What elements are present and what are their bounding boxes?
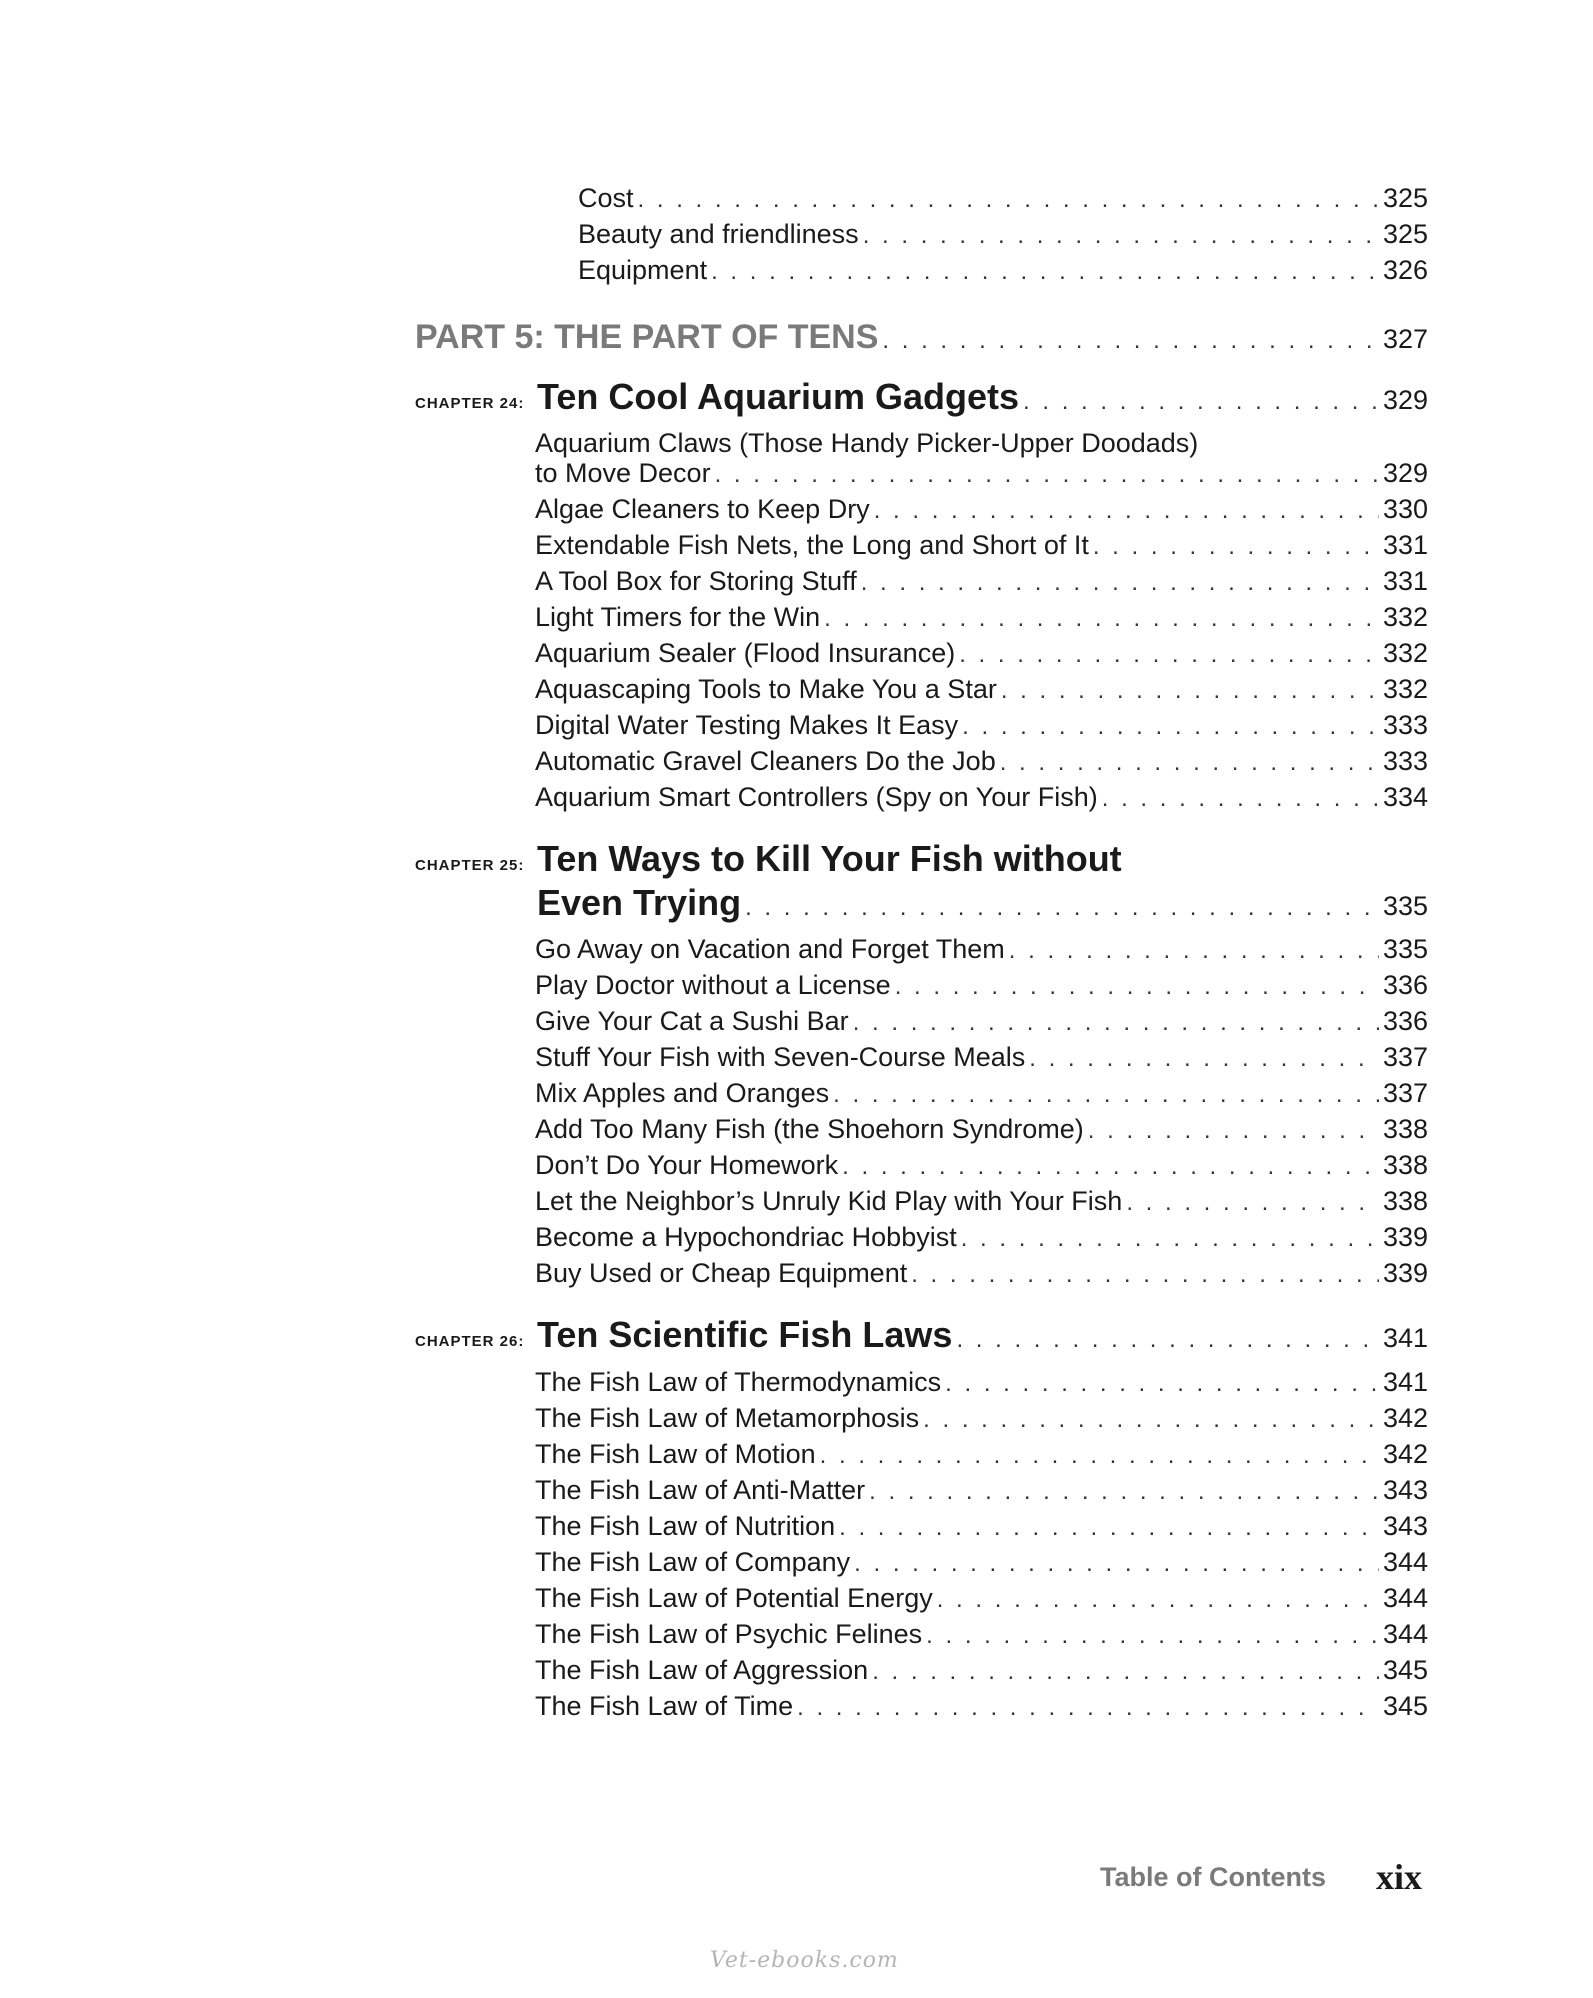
chapter-title-line1[interactable]: Ten Ways to Kill Your Fish without (537, 838, 1122, 879)
chapter-page: 335 (1382, 891, 1428, 921)
entry-page: 345 (1382, 1655, 1428, 1685)
toc-entry[interactable] (535, 1616, 1428, 1654)
entry-page: 335 (1382, 934, 1428, 964)
chapter-page: 341 (1382, 1323, 1428, 1353)
entry-label: The Fish Law of Psychic Felines (535, 1619, 923, 1649)
toc-entry[interactable] (535, 707, 1428, 745)
toc-entry[interactable] (535, 599, 1428, 637)
entry-label: Go Away on Vacation and Forget Them (535, 934, 1005, 964)
leader-dots (926, 1618, 1379, 1654)
toc-entry[interactable] (535, 967, 1428, 1005)
toc-entry[interactable] (535, 1003, 1428, 1041)
toc-entry[interactable] (535, 1255, 1428, 1293)
running-footer-label: Table of Contents (1100, 1862, 1326, 1892)
entry-page: 339 (1382, 1258, 1428, 1288)
entry-label: Mix Apples and Oranges (535, 1078, 830, 1108)
entry-page: 343 (1382, 1475, 1428, 1505)
leader-dots (1000, 745, 1379, 781)
toc-entry[interactable] (535, 635, 1428, 673)
entry-label: Stuff Your Fish with Seven-Course Meals (535, 1042, 1026, 1072)
leader-dots (797, 1690, 1379, 1726)
chapter-heading[interactable] (537, 376, 1428, 418)
entry-label: The Fish Law of Nutrition (535, 1511, 836, 1541)
entry-label: Digital Water Testing Makes It Easy (535, 710, 959, 740)
entry-page: 332 (1382, 602, 1428, 632)
entry-label: Light Timers for the Win (535, 602, 821, 632)
toc-entry[interactable] (535, 1219, 1428, 1257)
toc-entry[interactable] (535, 455, 1428, 493)
leader-dots (1023, 388, 1379, 416)
leader-dots (911, 1257, 1379, 1293)
chapter-title: Ten Cool Aquarium Gadgets (537, 376, 1020, 417)
toc-entry[interactable] (535, 563, 1428, 601)
entry-label: Add Too Many Fish (the Shoehorn Syndrome) (535, 1114, 1084, 1144)
entry-page: 334 (1382, 782, 1428, 812)
leader-dots (872, 1654, 1379, 1690)
leader-dots (956, 1326, 1379, 1354)
toc-entry[interactable] (578, 252, 1428, 290)
leader-dots (945, 1366, 1379, 1402)
chapter-heading[interactable] (537, 1314, 1428, 1356)
leader-dots (854, 1546, 1379, 1582)
leader-dots (711, 254, 1379, 290)
toc-entry[interactable] (535, 1544, 1428, 1582)
part-title: PART 5: THE PART OF TENS (415, 318, 879, 356)
entry-label: Aquascaping Tools to Make You a Star (535, 674, 997, 704)
entry-page: 345 (1382, 1691, 1428, 1721)
entry-label: The Fish Law of Aggression (535, 1655, 869, 1685)
leader-dots (745, 894, 1379, 922)
toc-entry[interactable] (578, 180, 1428, 218)
entry-label: Don’t Do Your Homework (535, 1150, 839, 1180)
entry-label: Aquarium Smart Controllers (Spy on Your Fish) (535, 782, 1098, 812)
entry-page: 331 (1382, 530, 1428, 560)
toc-entry[interactable] (535, 1183, 1428, 1221)
chapter-number: CHAPTER 26: (415, 1333, 525, 1350)
entry-page: 332 (1382, 674, 1428, 704)
toc-entry[interactable] (535, 1075, 1428, 1113)
entry-page: 336 (1382, 1006, 1428, 1036)
entry-page: 330 (1382, 494, 1428, 524)
leader-dots (853, 1005, 1379, 1041)
toc-entry[interactable] (535, 1652, 1428, 1690)
entry-label: Extendable Fish Nets, the Long and Short of It (535, 530, 1089, 560)
chapter-heading[interactable] (537, 882, 1428, 924)
entry-page: 332 (1382, 638, 1428, 668)
entry-label: Automatic Gravel Cleaners Do the Job (535, 746, 996, 776)
leader-dots (833, 1077, 1379, 1113)
toc-entry[interactable] (535, 931, 1428, 969)
entry-page: 325 (1382, 219, 1428, 249)
chapter-number: CHAPTER 24: (415, 395, 525, 412)
entry-page: 342 (1382, 1439, 1428, 1469)
entry-label: The Fish Law of Potential Energy (535, 1583, 933, 1613)
entry-label: Play Doctor without a License (535, 970, 891, 1000)
entry-label: Beauty and friendliness (578, 219, 859, 249)
leader-dots (1009, 933, 1379, 969)
entry-label: Equipment (578, 255, 708, 285)
toc-entry[interactable] (578, 216, 1428, 254)
entry-page: 338 (1382, 1150, 1428, 1180)
entry-page: 344 (1382, 1619, 1428, 1649)
toc-entry[interactable] (535, 1111, 1428, 1149)
toc-entry[interactable] (535, 491, 1428, 529)
entry-page: 338 (1382, 1114, 1428, 1144)
entry-label: Aquarium Sealer (Flood Insurance) (535, 638, 956, 668)
watermark-logo: Vet-ebooks.com (710, 1948, 899, 1973)
entry-page: 338 (1382, 1186, 1428, 1216)
entry-label: Algae Cleaners to Keep Dry (535, 494, 870, 524)
chapter-title: Ten Scientific Fish Laws (537, 1314, 953, 1355)
leader-dots (1126, 1185, 1379, 1221)
entry-page: 337 (1382, 1042, 1428, 1072)
leader-dots (962, 709, 1379, 745)
leader-dots (824, 601, 1379, 637)
entry-page: 325 (1382, 183, 1428, 213)
entry-label: Become a Hypochondriac Hobbyist (535, 1222, 957, 1252)
page-number: xix (1376, 1857, 1423, 1897)
toc-entry[interactable] (535, 1147, 1428, 1185)
leader-dots (1001, 673, 1379, 709)
toc-entry[interactable] (535, 779, 1428, 817)
entry-page: 333 (1382, 746, 1428, 776)
entry-page: 331 (1382, 566, 1428, 596)
entry-label: Give Your Cat a Sushi Bar (535, 1006, 849, 1036)
entry-page: 343 (1382, 1511, 1428, 1541)
toc-entry[interactable] (535, 1436, 1428, 1474)
toc-entry[interactable] (535, 1688, 1428, 1726)
part-heading[interactable] (415, 318, 1428, 357)
entry-page: 329 (1382, 458, 1428, 488)
leader-dots (937, 1582, 1379, 1618)
leader-dots (961, 1221, 1379, 1257)
entry-label: Cost (578, 183, 634, 213)
entry-label: The Fish Law of Thermodynamics (535, 1367, 942, 1397)
entry-page: 337 (1382, 1078, 1428, 1108)
entry-label: The Fish Law of Company (535, 1547, 851, 1577)
chapter-page: 329 (1382, 385, 1428, 415)
entry-label: The Fish Law of Anti-Matter (535, 1475, 866, 1505)
entry-label: The Fish Law of Metamorphosis (535, 1403, 920, 1433)
entry-label: to Move Decor (535, 458, 711, 488)
entry-page: 333 (1382, 710, 1428, 740)
entry-label: Buy Used or Cheap Equipment (535, 1258, 908, 1288)
leader-dots (869, 1474, 1379, 1510)
chapter-title: Even Trying (537, 882, 742, 923)
leader-dots (923, 1402, 1379, 1438)
leader-dots (874, 493, 1379, 529)
part-page: 327 (1382, 324, 1428, 354)
toc-entry[interactable] (535, 1508, 1428, 1546)
toc-entry-line1[interactable]: Aquarium Claws (Those Handy Picker-Upper Doodads) (535, 428, 1199, 458)
leader-dots (842, 1149, 1379, 1185)
leader-dots (820, 1438, 1379, 1474)
entry-page: 336 (1382, 970, 1428, 1000)
leader-dots (1102, 781, 1379, 817)
leader-dots (715, 457, 1379, 493)
toc-entry[interactable] (535, 1039, 1428, 1077)
entry-page: 326 (1382, 255, 1428, 285)
leader-dots (839, 1510, 1379, 1546)
toc-entry[interactable] (535, 743, 1428, 781)
entry-label: A Tool Box for Storing Stuff (535, 566, 857, 596)
entry-page: 344 (1382, 1547, 1428, 1577)
leader-dots (895, 969, 1379, 1005)
leader-dots (861, 565, 1379, 601)
leader-dots (863, 218, 1379, 254)
toc-entry[interactable] (535, 671, 1428, 709)
toc-entry[interactable] (535, 1364, 1428, 1402)
toc-entry[interactable] (535, 1400, 1428, 1438)
entry-label: Let the Neighbor’s Unruly Kid Play with Your Fish (535, 1186, 1123, 1216)
chapter-number: CHAPTER 25: (415, 857, 525, 874)
leader-dots (882, 327, 1379, 355)
entry-page: 344 (1382, 1583, 1428, 1613)
entry-page: 339 (1382, 1222, 1428, 1252)
leader-dots (638, 182, 1379, 218)
entry-label: The Fish Law of Time (535, 1691, 794, 1721)
leader-dots (1029, 1041, 1379, 1077)
entry-page: 342 (1382, 1403, 1428, 1433)
entry-label: The Fish Law of Motion (535, 1439, 816, 1469)
entry-page: 341 (1382, 1367, 1428, 1397)
leader-dots (1093, 529, 1379, 565)
toc-entry[interactable] (535, 1472, 1428, 1510)
leader-dots (959, 637, 1379, 673)
leader-dots (1088, 1113, 1379, 1149)
toc-entry[interactable] (535, 1580, 1428, 1618)
toc-entry[interactable] (535, 527, 1428, 565)
